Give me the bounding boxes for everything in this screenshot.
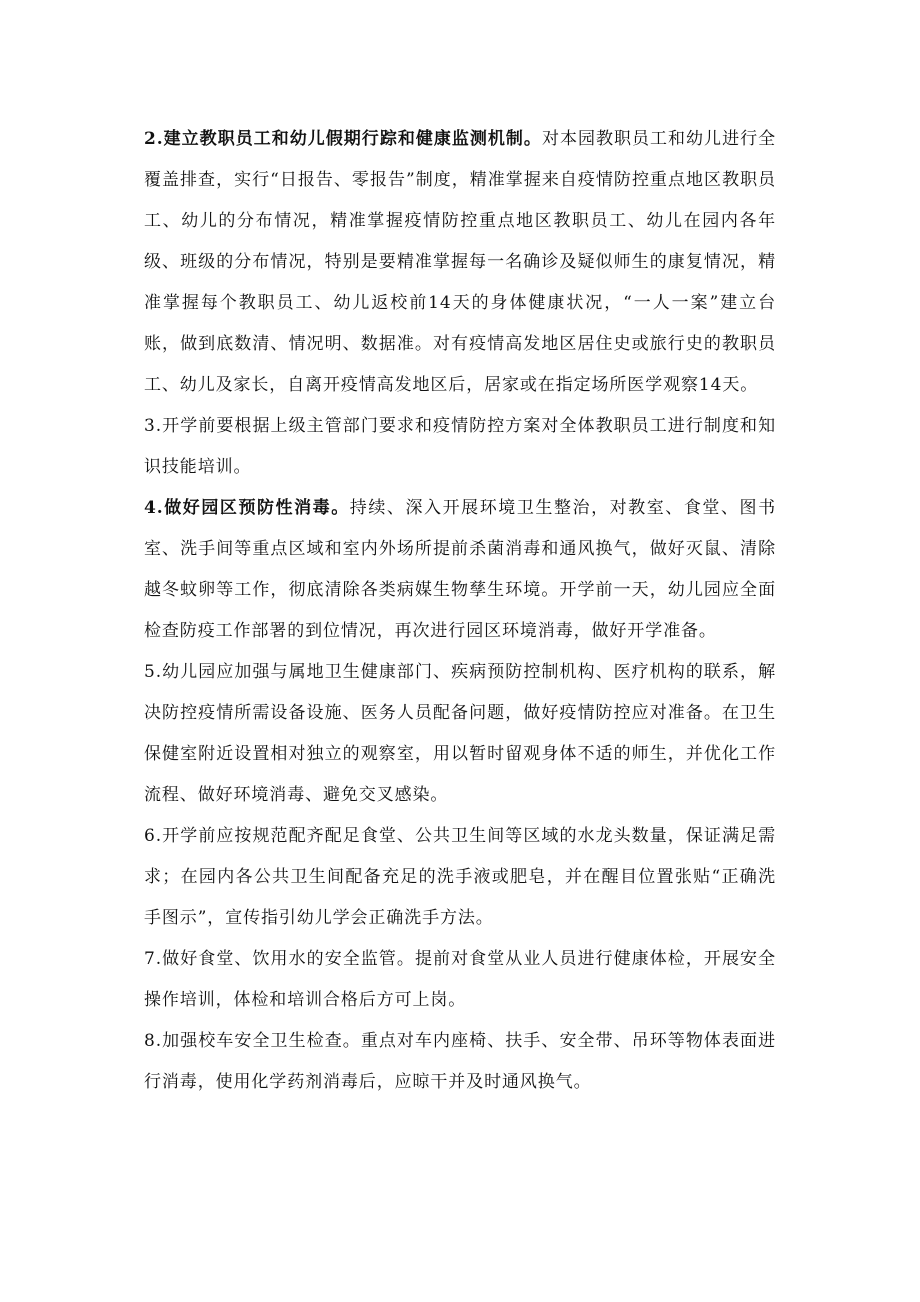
paragraph-7 [144,939,776,1021]
paragraph-3-text: 3.开学前要根据上级主管部门要求和疫情防控方案对全体教职员工进行制度和知识技能培训。 [144,416,776,477]
paragraph-8 [144,1021,776,1103]
paragraph-2-text: 对本园教职员工和幼儿进行全覆盖排查，实行“日报告、零报告”制度，精准掌握来自疫情防控重点地区教职员工、幼儿的分布情况，精准掌握疫情防控重点地区教职员工、幼儿在园内各年级、班级的分布情况，特别是要精准掌握每一名确诊及疑似师生的康复情况，精准掌握每个教职员工、幼儿返校前14天的身体健康状况，“一人一案”建立台账，做到底数清、情况明、数据准。对有疫情高发地区居住史或旅行史的教职员工、幼儿及家长，自离开疫情高发地区后，居家或在指定场所医学观察14天。 [144,129,776,395]
paragraph-8-text: 8.加强校车安全卫生检查。重点对车内座椅、扶手、安全带、吊环等物体表面进行消毒，使用化学药剂消毒后，应晾干并及时通风换气。 [144,1031,776,1092]
paragraph-4-text: 持续、深入开展环境卫生整治，对教室、食堂、图书室、洗手间等重点区域和室内外场所提前杀菌消毒和通风换气，做好灭鼠、清除越冬蚊卵等工作，彻底清除各类病媒生物孳生环境。开学前一天，幼儿园应全面检查防疫工作部署的到位情况，再次进行园区环境消毒，做好开学准备。 [144,498,776,641]
paragraph-6-text: 6.开学前应按规范配齐配足食堂、公共卫生间等区域的水龙头数量，保证满足需求；在园内各公共卫生间配备充足的洗手液或肥皂，并在醒目位置张贴“正确洗手图示”，宣传指引幼儿学会正确洗手方法。 [144,826,776,928]
paragraph-3 [144,406,776,488]
paragraph-7-text: 7.做好食堂、饮用水的安全监管。提前对食堂从业人员进行健康体检，开展安全操作培训，体检和培训合格后方可上岗。 [144,949,776,1010]
paragraph-2 [144,119,776,406]
paragraph-5-text: 5.幼儿园应加强与属地卫生健康部门、疾病预防控制机构、医疗机构的联系，解决防控疫情所需设备设施、医务人员配备问题，做好疫情防控应对准备。在卫生保健室附近设置相对独立的观察室，用以暂时留观身体不适的师生，并优化工作流程、做好环境消毒、避免交叉感染。 [144,662,776,805]
paragraph-2-lead: 2.建立教职员工和幼儿假期行踪和健康监测机制。 [144,129,542,149]
paragraph-6 [144,816,776,939]
paragraph-5 [144,652,776,816]
paragraph-4-lead: 4.做好园区预防性消毒。 [144,498,350,518]
document-body [144,119,776,1103]
paragraph-4 [144,488,776,652]
